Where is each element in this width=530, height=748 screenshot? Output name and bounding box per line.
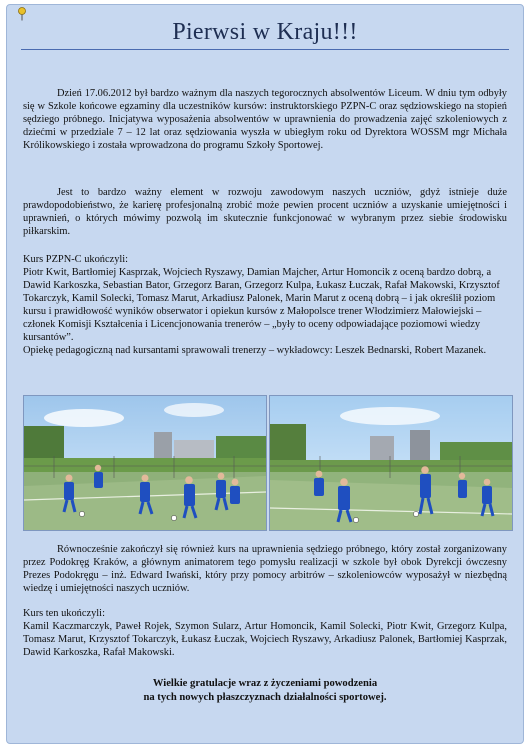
document-page: [6, 4, 524, 744]
closing-congratulations: [7, 677, 523, 705]
page-title: Pierwsi w Kraju!!!: [172, 19, 358, 45]
course2-section: [23, 607, 507, 659]
course2-body: Kamil Kaczmarczyk, Paweł Rojek, Szymon Sularz, Artur Homoncik, Kamil Solecki, Piotr Kwit, Grzegorz Kulpa, Tomasz Marut, Krzysztof Tokarczyk, Łukasz Łuczak, Wojciech Ryszawy, Arkadiusz Palonek, Bartłomiej Kasprzak, Dawid Karkoszka, Rafał Makowski.: [23, 621, 507, 658]
closing-line-1: Wielkie gratulacje wraz z życzeniami powodzenia: [152, 678, 378, 689]
photo-football-training-1: [23, 395, 267, 531]
course1-body: Piotr Kwit, Bartłomiej Kasprzak, Wojciech Ryszawy, Damian Majcher, Artur Homoncik z oceną bardzo dobrą, a Dawid Karkoszka, Sebastian Bator, Grzegorz Baran, Grzegorz Kulpa, Łukasz Łuczak, Rafał Makowski, Krzysztof Tokarczyk, Kamil Solecki, Tomasz Marut, Arkadiusz Palonek, Marin Marut z oceną dobrą – i jak określił poziom kursu i prawidłowość wyników obserwator i opiekun kursów z Małopolsce trener Włodzimierz Małowiejski – członek Komisji Kształcenia i Licencjonowania trenerów – „były to oceny odpowiadające poziomowi wiedzy kursantów”.: [23, 267, 500, 343]
intro-paragraph: Dzień 17.06.2012 był bardzo ważnym dla naszych tegorocznych absolwentów Liceum. W dniu tym odbyły się w Szkole końcowe egzaminy dla uczestników kursów: instruktorskiego PZPN-C oraz sędziowskiego na stopień sędziego próbnego. Inicjatywa wyposażenia absolwentów w uprawnienia do prowadzenia zajęć szkoleniowych z dziećmi w przedziale 7 – 12 lat oraz sędziowania wyszła w ubiegłym roku od Dyrektora WOSSM mgr Michała Królikowskiego i została wprowadzona do programu Szkoły Sportowej.: [23, 88, 507, 151]
course1-heading: Kurs PZPN-C ukończyli:: [23, 254, 129, 265]
course1-supervision: Opiekę pedagogiczną nad kursantami sprawowali trenerzy – wykładowcy: Leszek Bednarski, Robert Mazanek.: [23, 345, 487, 356]
title-divider: [21, 49, 509, 50]
course1-section: [23, 253, 507, 357]
closing-line-2: na tych nowych płaszczyznach działalności sportowej.: [143, 692, 387, 703]
importance-paragraph: Jest to bardzo ważny element w rozwoju zawodowym naszych uczniów, gdyż istnieje duże prawdopodobieństwo, że karierę profesjonalną zrobić może pewien procent uczniów a uzyskanie umiejętności i uprawnień, o których mówimy pozwolą im skutecznie funkcjonować w wybranym przez siebie środowisku piłkarskim.: [23, 187, 507, 237]
referee-course-paragraph: Równocześnie zakończył się również kurs na uprawnienia sędziego próbnego, który został zorganizowany przez Podokręg Kraków, a głównym animatorem tego pomysłu realizacji w szkole był obok Dyrekcji ówczesny Prezes Podokręgu – inż. Edward Iwański, który przy pomocy arbitrów – szkoleniowców wyposażył w niezbędną wiedzę i umiejętności naszych uczniów.: [23, 544, 507, 594]
photo-football-training-2: [269, 395, 513, 531]
course2-heading: Kurs ten ukończyli:: [23, 608, 105, 619]
